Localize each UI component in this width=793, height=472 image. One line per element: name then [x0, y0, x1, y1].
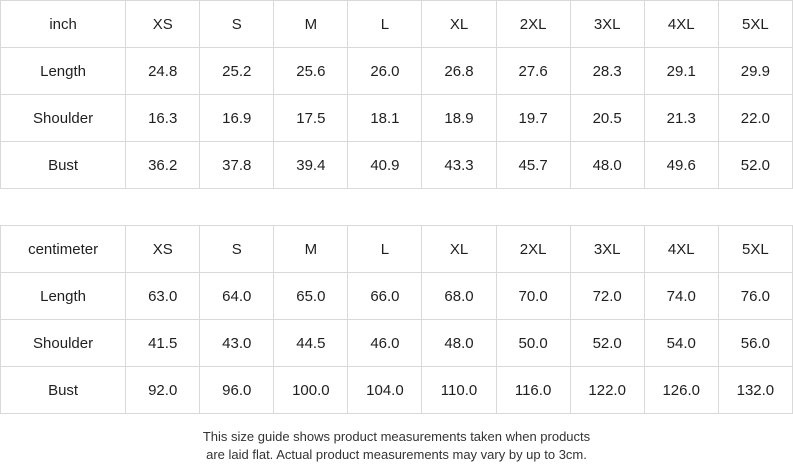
cell-cm-bust-m: 100.0 [274, 367, 348, 414]
size-header-2xl: 2XL [496, 226, 570, 273]
row-label-shoulder: Shoulder [1, 95, 126, 142]
cell-cm-bust-s: 96.0 [200, 367, 274, 414]
row-label-length: Length [1, 48, 126, 95]
size-header-2xl: 2XL [496, 1, 570, 48]
table-row [1, 95, 793, 142]
size-header-5xl: 5XL [718, 226, 792, 273]
row-label-bust: Bust [1, 142, 126, 189]
cell-inch-bust-2xl: 45.7 [496, 142, 570, 189]
table-gap-divider [0, 189, 793, 225]
row-label-length: Length [1, 273, 126, 320]
size-header-xl: XL [422, 1, 496, 48]
cell-cm-shoulder-xs: 41.5 [126, 320, 200, 367]
size-header-xl: XL [422, 226, 496, 273]
size-table-centimeter [0, 225, 793, 414]
cell-inch-shoulder-2xl: 19.7 [496, 95, 570, 142]
cell-inch-bust-5xl: 52.0 [718, 142, 792, 189]
cell-inch-shoulder-m: 17.5 [274, 95, 348, 142]
cell-cm-shoulder-5xl: 56.0 [718, 320, 792, 367]
size-guide-note-line2: are laid flat. Actual product measurements may vary by up to 3cm. [206, 447, 587, 462]
size-header-xs: XS [126, 1, 200, 48]
cell-cm-bust-4xl: 126.0 [644, 367, 718, 414]
cell-cm-bust-2xl: 116.0 [496, 367, 570, 414]
cell-cm-length-5xl: 76.0 [718, 273, 792, 320]
table-row [1, 273, 793, 320]
cell-inch-shoulder-4xl: 21.3 [644, 95, 718, 142]
size-header-4xl: 4XL [644, 226, 718, 273]
cell-cm-shoulder-4xl: 54.0 [644, 320, 718, 367]
cell-inch-shoulder-3xl: 20.5 [570, 95, 644, 142]
cell-cm-length-2xl: 70.0 [496, 273, 570, 320]
cell-cm-bust-l: 104.0 [348, 367, 422, 414]
size-table-inch [0, 0, 793, 189]
cell-inch-shoulder-l: 18.1 [348, 95, 422, 142]
cell-inch-bust-xl: 43.3 [422, 142, 496, 189]
table-row [1, 48, 793, 95]
size-header-m: M [274, 226, 348, 273]
size-header-m: M [274, 1, 348, 48]
cell-cm-length-s: 64.0 [200, 273, 274, 320]
cell-inch-length-s: 25.2 [200, 48, 274, 95]
cell-inch-bust-s: 37.8 [200, 142, 274, 189]
cell-inch-bust-xs: 36.2 [126, 142, 200, 189]
cell-cm-length-m: 65.0 [274, 273, 348, 320]
size-header-s: S [200, 1, 274, 48]
cell-cm-length-4xl: 74.0 [644, 273, 718, 320]
size-header-4xl: 4XL [644, 1, 718, 48]
cell-inch-bust-l: 40.9 [348, 142, 422, 189]
cell-cm-length-l: 66.0 [348, 273, 422, 320]
cell-inch-length-2xl: 27.6 [496, 48, 570, 95]
size-header-l: L [348, 226, 422, 273]
cell-inch-length-4xl: 29.1 [644, 48, 718, 95]
size-header-s: S [200, 226, 274, 273]
cell-inch-bust-4xl: 49.6 [644, 142, 718, 189]
size-header-l: L [348, 1, 422, 48]
cell-cm-shoulder-3xl: 52.0 [570, 320, 644, 367]
cell-cm-shoulder-2xl: 50.0 [496, 320, 570, 367]
cell-inch-length-xl: 26.8 [422, 48, 496, 95]
size-header-3xl: 3XL [570, 1, 644, 48]
cell-cm-bust-3xl: 122.0 [570, 367, 644, 414]
table-header-row [1, 1, 793, 48]
cell-cm-bust-xl: 110.0 [422, 367, 496, 414]
size-guide-note-line1: This size guide shows product measurements taken when products [202, 429, 591, 444]
cell-inch-length-m: 25.6 [274, 48, 348, 95]
table-row [1, 320, 793, 367]
table-row [1, 367, 793, 414]
cell-inch-length-3xl: 28.3 [570, 48, 644, 95]
size-header-xs: XS [126, 226, 200, 273]
cell-inch-shoulder-5xl: 22.0 [718, 95, 792, 142]
size-guide-note [0, 414, 793, 464]
cell-cm-length-xl: 68.0 [422, 273, 496, 320]
unit-label-inch: inch [1, 1, 126, 48]
cell-cm-shoulder-s: 43.0 [200, 320, 274, 367]
cell-cm-shoulder-xl: 48.0 [422, 320, 496, 367]
cell-cm-length-3xl: 72.0 [570, 273, 644, 320]
size-header-3xl: 3XL [570, 226, 644, 273]
cell-cm-bust-xs: 92.0 [126, 367, 200, 414]
cell-inch-shoulder-xl: 18.9 [422, 95, 496, 142]
table-row [1, 142, 793, 189]
cell-cm-length-xs: 63.0 [126, 273, 200, 320]
cell-inch-shoulder-s: 16.9 [200, 95, 274, 142]
cell-inch-length-l: 26.0 [348, 48, 422, 95]
cell-cm-shoulder-m: 44.5 [274, 320, 348, 367]
cell-cm-shoulder-l: 46.0 [348, 320, 422, 367]
cell-cm-bust-5xl: 132.0 [718, 367, 792, 414]
table-header-row [1, 226, 793, 273]
cell-inch-bust-3xl: 48.0 [570, 142, 644, 189]
row-label-bust: Bust [1, 367, 126, 414]
unit-label-centimeter: centimeter [1, 226, 126, 273]
row-label-shoulder: Shoulder [1, 320, 126, 367]
cell-inch-length-5xl: 29.9 [718, 48, 792, 95]
size-header-5xl: 5XL [718, 1, 792, 48]
cell-inch-length-xs: 24.8 [126, 48, 200, 95]
cell-inch-bust-m: 39.4 [274, 142, 348, 189]
cell-inch-shoulder-xs: 16.3 [126, 95, 200, 142]
